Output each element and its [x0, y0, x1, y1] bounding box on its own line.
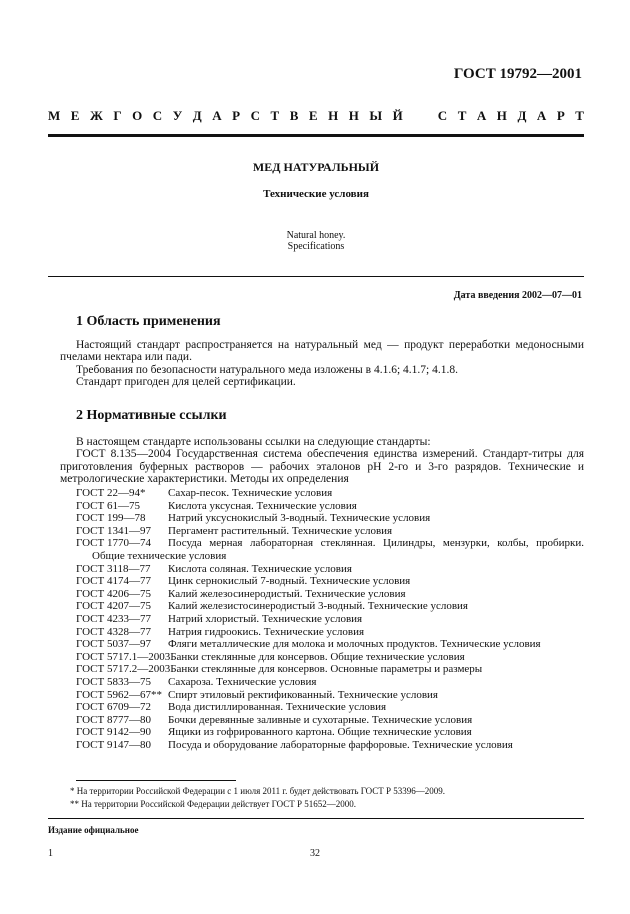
reference-code: ГОСТ 61—75: [76, 499, 140, 512]
reference-code: ГОСТ 5717.2—2003: [76, 663, 171, 676]
reference-title: Вода дистиллированная. Технические условия: [168, 701, 387, 714]
reference-item: [76, 500, 584, 513]
document-code: ГОСТ 19792—2001: [453, 66, 582, 82]
reference-item: [76, 651, 584, 664]
banner-letter: Т: [575, 108, 584, 123]
reference-title: Посуда и оборудование лабораторные фарфоровые. Технические условия: [168, 738, 513, 751]
reference-code: ГОСТ 4174—77: [76, 575, 151, 588]
reference-item: [76, 613, 584, 626]
standard-banner: [48, 108, 584, 124]
reference-title: Пергамент растительный. Технические условия: [168, 524, 393, 537]
reference-title: Посуда мерная лабораторная стеклянная. Цилиндры, мензурки, колбы, пробирки. Общие технические условия: [92, 537, 584, 562]
reference-code: ГОСТ 1341—97: [76, 524, 151, 537]
reference-code: ГОСТ 199—78: [76, 512, 146, 525]
reference-item: [76, 525, 584, 538]
reference-code: ГОСТ 5962—67**: [76, 688, 162, 701]
introduction-date: Дата введения 2002—07—01: [453, 290, 582, 301]
footnote-1: * На территории Российской Федерации с 1 июля 2011 г. будет действовать ГОСТ Р 53396—2009.: [70, 786, 446, 796]
page-subtitle: Технические условия: [263, 188, 369, 200]
section-2-intro: [60, 436, 584, 486]
banner-letter: Н: [496, 108, 507, 123]
reference-item: [76, 726, 584, 739]
banner-letter: С: [437, 108, 448, 123]
reference-code: ГОСТ 22—94*: [76, 487, 146, 499]
reference-item: [76, 563, 584, 576]
banner-letter: М: [48, 108, 61, 123]
reference-code: ГОСТ 3118—77: [76, 562, 151, 575]
banner-letter: О: [132, 108, 143, 123]
reference-item: [76, 676, 584, 689]
reference-item: [76, 575, 584, 588]
banner-letter: Д: [517, 108, 527, 123]
banner-letter: Е: [70, 108, 80, 123]
banner-letter: Н: [328, 108, 339, 123]
reference-title: Банки стеклянные для консервов. Общие технические условия: [170, 650, 465, 663]
reference-title: Натрия гидроокись. Технические условия: [168, 625, 365, 638]
reference-item: [76, 487, 584, 500]
banner-letter: А: [536, 108, 547, 123]
banner-letter: А: [212, 108, 222, 123]
banner-rule: [48, 134, 584, 137]
footnote-2: ** На территории Российской Федерации действует ГОСТ Р 51652—2000.: [70, 799, 356, 809]
banner-letter: С: [250, 108, 260, 123]
reference-title: Натрий хлористый. Технические условия: [168, 612, 363, 625]
reference-title: Кислота соляная. Технические условия: [168, 562, 352, 575]
footnote-rule: [76, 780, 236, 781]
reference-code: ГОСТ 4233—77: [76, 612, 151, 625]
reference-item: [76, 701, 584, 714]
reference-title: Банки стеклянные для консервов. Основные параметры и размеры: [170, 663, 483, 676]
reference-item: [76, 626, 584, 639]
banner-letter: Р: [232, 108, 241, 123]
reference-title: Спирт этиловый ректификованный. Технические условия: [168, 688, 438, 701]
section-1-paragraph: Требования по безопасности натурального меда изложены в 4.1.6; 4.1.7; 4.1.8.: [76, 363, 458, 376]
footer-rule: [48, 818, 584, 819]
reference-title: Бочки деревянные заливные и сухотарные. Технические условия: [168, 713, 473, 726]
reference-code: ГОСТ 6709—72: [76, 701, 151, 714]
reference-code: ГОСТ 4206—75: [76, 587, 151, 600]
banner-letter: А: [476, 108, 487, 123]
banner-letter: Г: [113, 108, 122, 123]
reference-title: Калий железосинеродистый. Технические условия: [168, 587, 406, 600]
reference-code: ГОСТ 9142—90: [76, 726, 151, 739]
section-1-body: [60, 339, 584, 389]
banner-letter: Ж: [89, 108, 103, 123]
reference-item: [76, 600, 584, 613]
reference-item: [76, 689, 584, 702]
reference-title: Натрий уксуснокислый 3-водный. Технические условия: [168, 512, 431, 525]
banner-letter: С: [152, 108, 163, 123]
edition-label: Издание официальное: [48, 825, 139, 835]
section-1-heading: 1 Область применения: [76, 314, 221, 329]
banner-letter: Й: [392, 108, 403, 123]
page-title: МЕД НАТУРАЛЬНЫЙ: [252, 160, 380, 174]
reference-code: ГОСТ 5833—75: [76, 675, 151, 688]
reference-code: ГОСТ 8777—80: [76, 713, 151, 726]
english-subtitle: Specifications: [287, 241, 345, 252]
reference-title: Калий железистосинеродистый 3-водный. Технические условия: [168, 600, 468, 613]
reference-item: [76, 714, 584, 727]
banner-letter: Т: [457, 108, 467, 123]
reference-title: Ящики из гофрированного картона. Общие технические условия: [168, 726, 472, 739]
reference-title: Кислота уксусная. Технические условия: [168, 499, 357, 512]
sheet-number: 1: [48, 848, 53, 859]
banner-letter: Р: [556, 108, 565, 123]
english-title: Natural honey.: [286, 230, 346, 241]
section-1-paragraph: Настоящий стандарт распространяется на натуральный мед — продукт переработки медоносными пчелами нектара или пади.: [60, 339, 584, 364]
reference-item: [76, 512, 584, 525]
page-number: 32: [310, 848, 320, 859]
reference-title: Фляги металлические для молока и молочных продуктов. Технические условия: [168, 638, 541, 651]
reference-title: Цинк сернокислый 7-водный. Технические условия: [168, 575, 411, 588]
reference-item: [76, 537, 584, 562]
banner-letter: Ы: [369, 108, 383, 123]
banner-letter: В: [289, 108, 299, 123]
banner-letter: Е: [308, 108, 318, 123]
banner-letter: У: [172, 108, 183, 123]
reference-item: [76, 638, 584, 651]
reference-item: [76, 588, 584, 601]
reference-code: ГОСТ 5037—97: [76, 638, 151, 651]
reference-code: ГОСТ 9147—80: [76, 738, 151, 751]
banner-gap: [413, 108, 427, 124]
reference-code: ГОСТ 5717.1—2003: [76, 650, 171, 663]
reference-title: Сахар-песок. Технические условия: [168, 487, 333, 499]
section-1-paragraph: Стандарт пригоден для целей сертификации.: [76, 376, 296, 389]
reference-item: [76, 663, 584, 676]
reference-code: ГОСТ 1770—74: [76, 537, 151, 550]
section-2-intro-text: В настоящем стандарте использованы ссылки на следующие стандарты:: [76, 436, 431, 448]
section-2-heading: 2 Нормативные ссылки: [76, 408, 227, 423]
banner-letter: Д: [192, 108, 202, 123]
banner-letter: Т: [270, 108, 280, 123]
reference-title: Сахароза. Технические условия: [168, 675, 317, 688]
reference-code: ГОСТ 4207—75: [76, 600, 151, 613]
reference-list: [60, 487, 584, 751]
banner-letter: Н: [348, 108, 359, 123]
reference-first: ГОСТ 8.135—2004 Государственная система обеспечения единства измерений. Стандарт-титры для приготовления буферных растворов — рабочих эталонов pH 2-го и 3-го разрядов. Технические и метрологические характеристики. Методы их определения: [60, 448, 584, 486]
title-rule: [48, 276, 584, 277]
reference-item: [76, 739, 584, 752]
reference-code: ГОСТ 4328—77: [76, 625, 151, 638]
